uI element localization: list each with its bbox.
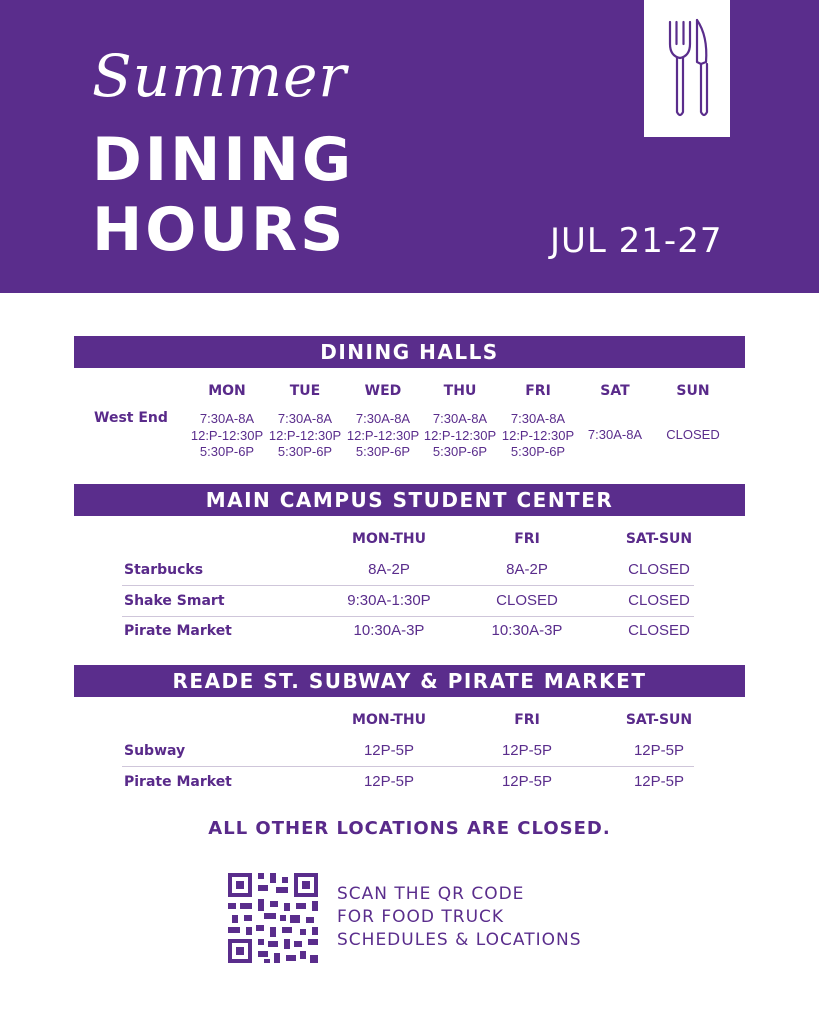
row-value: 12P-5P [363, 773, 415, 790]
script-title: Summer [92, 42, 348, 110]
reade-st-bar: READE ST. SUBWAY & PIRATE MARKET [74, 665, 745, 697]
closed-note: ALL OTHER LOCATIONS ARE CLOSED. [208, 818, 611, 839]
qr-line-2: FOR FOOD TRUCK [337, 907, 505, 927]
col-header-fri: FRI [514, 712, 540, 728]
row-name-shake-smart: Shake Smart [124, 593, 225, 609]
hours-cell-mon: 7:30A-8A 12:P-12:30P 5:30P-6P [190, 411, 264, 459]
row-value: 9:30A-1:30P [347, 592, 431, 609]
row-divider [122, 616, 694, 617]
dining-halls-bar: DINING HALLS [74, 336, 745, 368]
row-name-pirate-market: Pirate Market [124, 774, 232, 790]
hours-cell-tue: 7:30A-8A 12:P-12:30P 5:30P-6P [268, 411, 342, 459]
qr-line-1: SCAN THE QR CODE [337, 884, 525, 904]
header-banner [0, 0, 819, 293]
row-name-subway: Subway [124, 743, 186, 759]
title-line-2: HOURS [92, 195, 347, 265]
row-value: 8A-2P [368, 561, 410, 578]
day-header-sun: SUN [676, 383, 710, 399]
qr-code-icon[interactable] [228, 873, 318, 963]
fork-knife-icon [644, 0, 730, 137]
qr-instructions [337, 883, 582, 952]
row-value: 12P-5P [633, 773, 685, 790]
col-header-fri: FRI [514, 531, 540, 547]
row-value: 10:30A-3P [353, 622, 425, 639]
col-header-sat-sun: SAT-SUN [625, 531, 693, 547]
date-range: JUL 21-27 [550, 221, 723, 261]
row-value: 8A-2P [506, 561, 548, 578]
day-header-fri: FRI [525, 383, 551, 399]
col-header-mon-thu: MON-THU [352, 712, 426, 728]
hours-cell-thu: 7:30A-8A 12:P-12:30P 5:30P-6P [423, 411, 497, 459]
row-value: 12P-5P [363, 742, 415, 759]
col-header-sat-sun: SAT-SUN [625, 712, 693, 728]
day-header-mon: MON [208, 383, 246, 399]
day-header-thu: THU [443, 383, 477, 399]
hours-cell-sat: 7:30A-8A [587, 427, 643, 442]
row-value: CLOSED [628, 561, 690, 578]
logo-box [644, 0, 730, 137]
row-divider [122, 585, 694, 586]
row-value: CLOSED [628, 622, 690, 639]
title-line-1: DINING [92, 125, 355, 195]
row-value: CLOSED [496, 592, 558, 609]
hours-cell-sun: CLOSED [666, 427, 720, 442]
row-value: CLOSED [628, 592, 690, 609]
day-header-wed: WED [364, 383, 402, 399]
row-value: 12P-5P [501, 742, 553, 759]
day-header-sat: SAT [600, 383, 630, 399]
qr-line-3: SCHEDULES & LOCATIONS [337, 930, 582, 950]
hours-cell-wed: 7:30A-8A 12:P-12:30P 5:30P-6P [346, 411, 420, 459]
hours-cell-fri: 7:30A-8A 12:P-12:30P 5:30P-6P [501, 411, 575, 459]
main-campus-bar: MAIN CAMPUS STUDENT CENTER [74, 484, 745, 516]
row-name-pirate-market: Pirate Market [124, 623, 232, 639]
hall-name-west-end: West End [94, 410, 168, 426]
row-value: 12P-5P [501, 773, 553, 790]
row-divider [122, 766, 694, 767]
day-header-tue: TUE [289, 383, 321, 399]
col-header-mon-thu: MON-THU [352, 531, 426, 547]
row-value: 12P-5P [633, 742, 685, 759]
row-name-starbucks: Starbucks [124, 562, 204, 578]
row-value: 10:30A-3P [491, 622, 563, 639]
